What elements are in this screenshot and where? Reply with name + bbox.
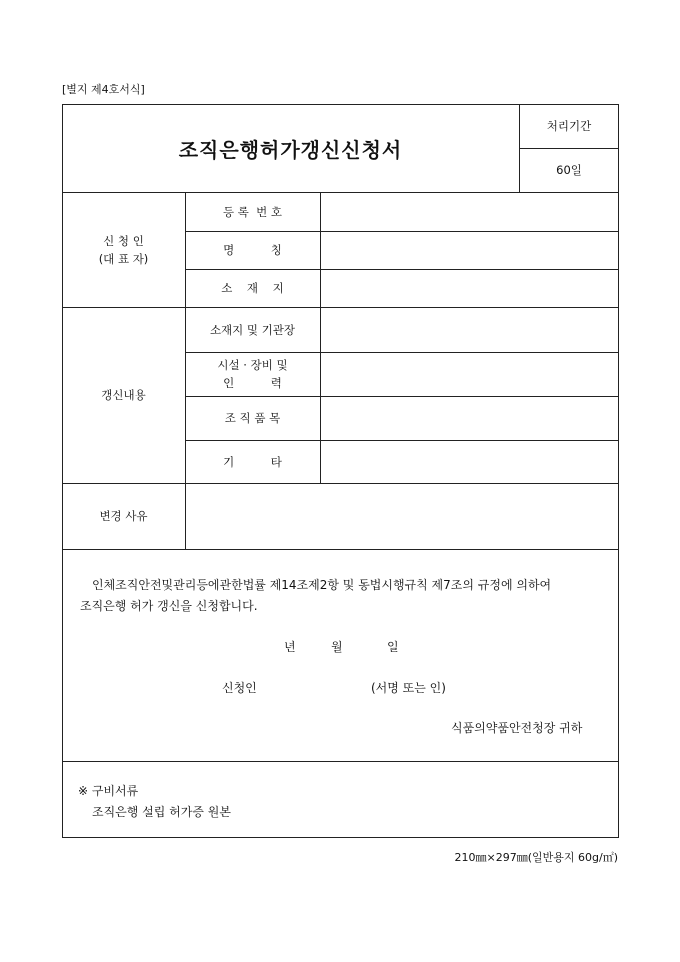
name-field[interactable] (320, 231, 619, 269)
location-field[interactable] (320, 269, 619, 307)
processing-period-value: 60일 (556, 163, 582, 177)
divider (62, 549, 619, 550)
change-reason-field[interactable] (185, 483, 619, 549)
location-and-head-field[interactable] (320, 307, 619, 352)
change-reason-label: 변경 사유 (99, 509, 148, 523)
applicant-signature-label: 신청인 (222, 681, 257, 695)
applicant-label-line1: 신 청 인 (103, 233, 144, 248)
attachments-header: ※ 구비서류 (78, 784, 139, 798)
other-field[interactable] (320, 440, 619, 483)
date-day[interactable]: 일 (387, 640, 399, 654)
addressee: 식품의약품안전청장 귀하 (451, 721, 583, 735)
name-label: 명 칭 (223, 243, 282, 257)
divider (62, 761, 619, 762)
other-label: 기 타 (223, 454, 282, 469)
date-year[interactable]: 년 (284, 640, 296, 654)
applicant-label-line2: (대 표 자) (98, 251, 149, 266)
registration-number-field[interactable] (320, 192, 619, 231)
form-number-label: [별지 제4호서식] (62, 83, 145, 96)
registration-number-label: 등 록 번 호 (222, 204, 283, 219)
applicant-section-label (62, 192, 185, 307)
facilities-label-line2: 인 력 (223, 376, 282, 390)
paper-spec: 210㎜×297㎜(일반용지 60g/㎡) (454, 851, 618, 864)
statement-line2: 조직은행 허가 갱신을 신청합니다. (80, 599, 258, 613)
tissue-items-field[interactable] (320, 396, 619, 440)
facilities-field[interactable] (320, 352, 619, 396)
attachment-item: 조직은행 설립 허가증 원본 (92, 805, 231, 819)
form-title: 조직은행허가갱신신청서 (178, 137, 403, 162)
date-month[interactable]: 월 (331, 640, 343, 654)
facilities-label-line1: 시설 · 장비 및 (217, 358, 288, 372)
tissue-items-label: 조 직 품 목 (224, 411, 281, 425)
location-and-head-label: 소재지 및 기관장 (209, 322, 296, 337)
location-label: 소 재 지 (221, 281, 284, 295)
renewal-section-label: 갱신내용 (101, 388, 146, 402)
statement-line1: 인체조직안전및관리등에관한법률 제14조제2항 및 동법시행규칙 제7조의 규정에 의하여 (92, 578, 552, 592)
processing-period-label: 처리기간 (546, 119, 592, 133)
signature-field[interactable]: (서명 또는 인) (371, 681, 446, 695)
facilities-label (185, 352, 320, 396)
